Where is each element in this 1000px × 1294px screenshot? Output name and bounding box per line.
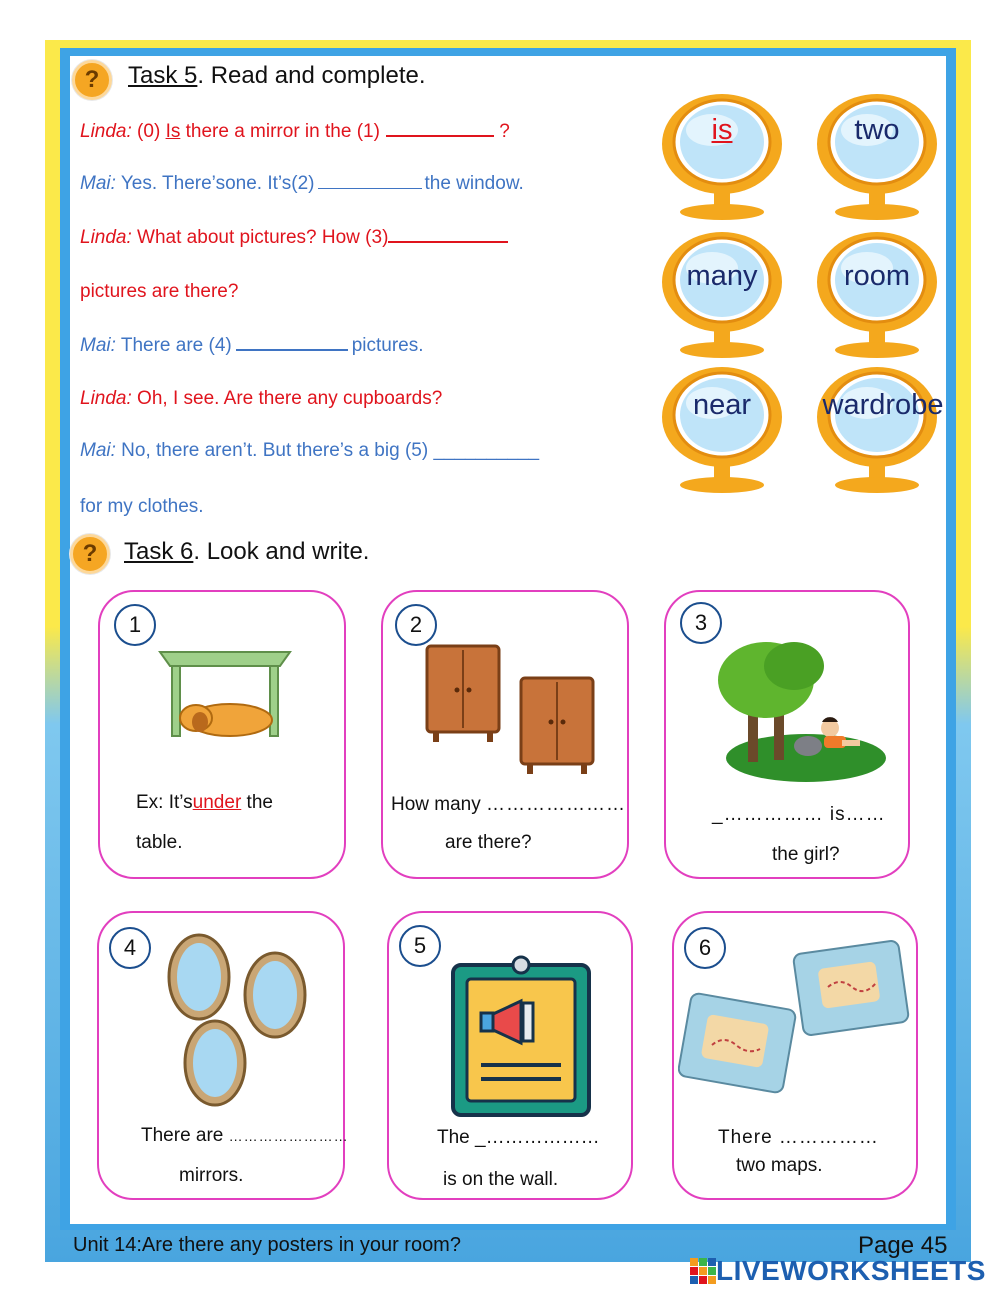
dialogue-line-5: Mai: There are (4) pictures. [80,335,424,356]
girl-under-tree-icon [714,636,886,784]
task5-title: Task 5. Read and complete. [128,62,426,89]
word-mirror-is[interactable]: is [657,92,787,222]
answer-blank-2[interactable] [318,187,422,189]
answer-blank-4[interactable] [236,348,348,351]
answer-blank-card-2[interactable]: ………………… [486,794,627,815]
answer-blank-5[interactable]: __________ [433,440,540,461]
picture-card-2: 2 How many ………………… are there? [381,590,629,879]
mirror-icon [657,230,787,360]
example-answer-under: under [192,792,242,813]
mirror-icon [812,230,942,360]
answer-blank-card-6[interactable]: There …………… [718,1127,879,1148]
mirror-icon [657,365,787,495]
word-mirror-two[interactable]: two [812,92,942,222]
question-icon: ? [72,60,112,100]
maps-icon [678,939,912,1109]
dialogue-line-8: for my clothes. [80,496,204,517]
liveworksheets-logo-icon [690,1258,716,1284]
picture-card-5: 5 The _……………… is on the wall. [387,911,633,1200]
dialogue-line-6: Linda: Oh, I see. Are there any cupboards? [80,388,443,409]
dog-under-table-icon [150,642,300,742]
mirror-icon [657,92,787,222]
answer-blank-card-3[interactable]: _…………… is…… [712,804,886,825]
unit-footer: Unit 14:Are there any posters in your room? [73,1234,461,1256]
task6-title: Task 6. Look and write. [124,538,370,565]
word-mirror-wardrobe[interactable]: wardrobe [812,365,942,495]
picture-card-1: 1 Ex: It’sunder the table. [98,590,346,879]
mirror-icon [812,92,942,222]
word-mirror-many[interactable]: many [657,230,787,360]
answer-blank-3[interactable] [388,240,508,243]
picture-card-3: 3 _…………… is…… the girl? [664,590,910,879]
question-icon: ? [70,534,110,574]
page-number: Page 45 [858,1232,948,1259]
mirrors-icon [163,927,313,1113]
task6-number: Task 6 [124,538,194,565]
dialogue-line-4: pictures are there? [80,281,239,302]
word-mirror-near[interactable]: near [657,365,787,495]
picture-card-4: 4 There are …………………… mirrors. [97,911,345,1200]
answer-blank-1[interactable] [386,134,494,137]
task5-number: Task 5 [128,62,198,89]
poster-icon [451,953,591,1117]
dialogue-line-1: Linda: (0) Is there a mirror in the (1) ? [80,121,510,142]
mirror-icon [812,365,942,495]
word-mirror-room[interactable]: room [812,230,942,360]
brand-name: LIVEWORKSHEETS [716,1255,986,1286]
dialogue-line-7: Mai: No, there aren’t. But there’s a big (5) __________ [80,440,540,461]
cupboards-icon [423,640,603,780]
liveworksheets-logo [690,1255,986,1287]
answer-blank-card-5[interactable]: The _……………… [437,1127,600,1148]
example-answer: Is [165,121,181,142]
dialogue-line-3: Linda: What about pictures? How (3) [80,227,508,249]
answer-blank-card-4[interactable]: …………………… [228,1128,349,1144]
picture-card-6: 6 There …………… two maps. [672,911,918,1200]
dialogue-line-2: Mai: Yes. There’sone. It’s(2) the window. [80,173,524,194]
